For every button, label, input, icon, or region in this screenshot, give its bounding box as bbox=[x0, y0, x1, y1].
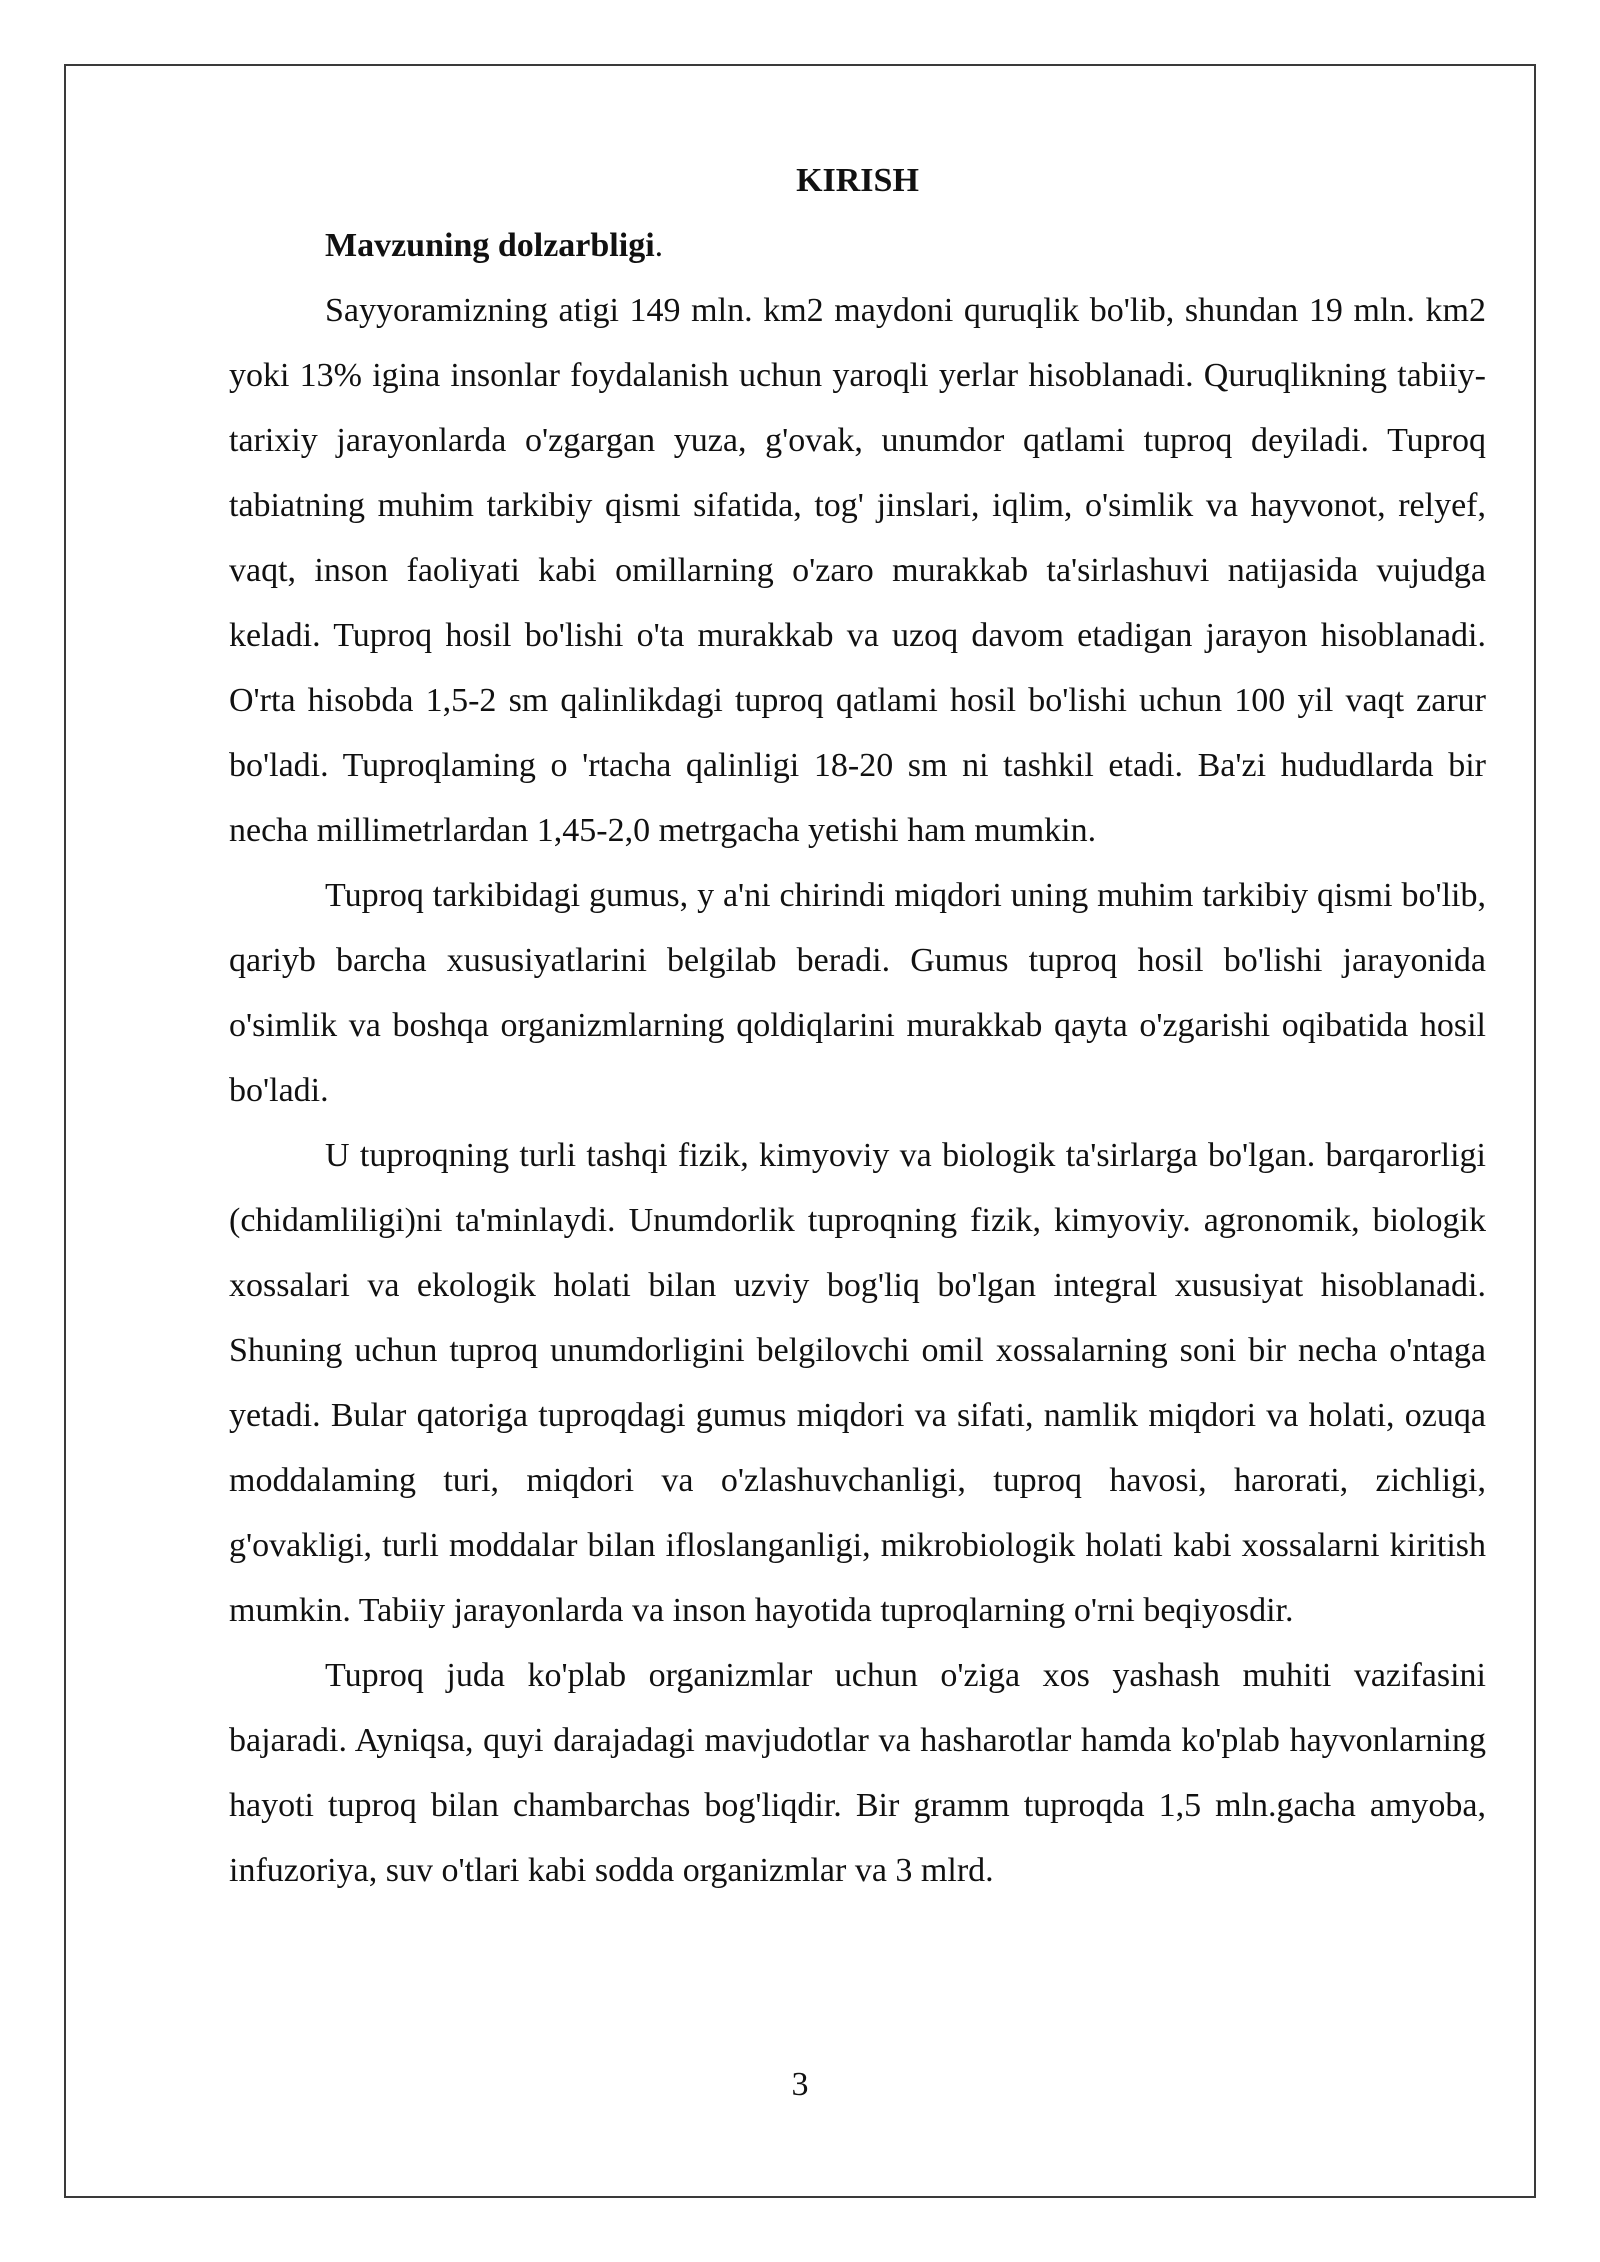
paragraph-1: Sayyoramizning atigi 149 mln. km2 maydoni quruqlik bo'lib, shundan 19 mln. km2 yoki 13% igina insonlar foydalanish uchun yaroqli yerlar hisoblanadi. Quruqlikning tabiiy-tarixiy jarayonlarda o'zgargan yuza, g'ovak, unumdor qatlami tuproq deyiladi. Tuproq tabiatning muhim tarkibiy qismi sifatida, tog' jinslari, iqlim, o'simlik va hayvonot, relyef, vaqt, inson faoliyati kabi omillarning o'zaro murakkab ta'sirlashuvi natijasida vujudga keladi. Tuproq hosil bo'lishi o'ta murakkab va uzoq davom etadigan jarayon hisoblanadi. O'rta hisobda 1,5-2 sm qalinlikdagi tuproq qatlami hosil bo'lishi uchun 100 yil vaqt zarur bo'ladi. Tuproqlaming o 'rtacha qalinligi 18-20 sm ni tashkil etadi. Ba'zi hududlarda bir necha millimetrlardan 1,45-2,0 metrgacha yetishi ham mumkin. bbox=[229, 292, 1486, 849]
page-number: 3 bbox=[791, 2066, 809, 2103]
document-body bbox=[229, 148, 1486, 1903]
subheading-suffix: . bbox=[654, 227, 664, 264]
paragraph-3: U tuproqning turli tashqi fizik, kimyoviy va biologik ta'sirlarga bo'lgan. barqarorligi (chidamliligi)ni ta'minlaydi. Unumdorlik tuproqning fizik, kimyoviy. agronomik, biologik xossalari va ekologik holati bilan uzviy bog'liq bo'lgan integral xususiyat hisoblanadi. Shuning uchun tuproq unumdorligini belgilovchi omil xossalarning soni bir necha o'ntaga yetadi. Bular qatoriga tuproqdagi gumus miqdori va sifati, namlik miqdori va holati, ozuqa moddalaming turi, miqdori va o'zlashuvchanligi, tuproq havosi, harorati, zichligi, g'ovakligi, turli moddalar bilan ifloslanganligi, mikrobiologik holati kabi xossalarni kiritish mumkin. Tabiiy jarayonlarda va inson hayotida tuproqlarning o'rni beqiyosdir. bbox=[229, 1137, 1486, 1629]
section-subheading bbox=[229, 213, 1486, 278]
subheading-text: Mavzuning dolzarbligi bbox=[325, 227, 655, 264]
paragraph-2: Tuproq tarkibidagi gumus, y a'ni chirindi miqdori uning muhim tarkibiy qismi bo'lib, qariyb barcha xususiyatlarini belgilab beradi. Gumus tuproq hosil bo'lishi jarayonida o'simlik va boshqa organizmlarning qoldiqlarini murakkab qayta o'zgarishi oqibatida hosil bo'ladi. bbox=[229, 877, 1486, 1109]
paragraph-4: Tuproq juda ko'plab organizmlar uchun o'ziga xos yashash muhiti vazifasini bajaradi. Ayniqsa, quyi darajadagi mavjudotlar va hasharotlar hamda ko'plab hayvonlarning hayoti tuproq bilan chambarchas bog'liqdir. Bir gramm tuproqda 1,5 mln.gacha amyoba, infuzoriya, suv o'tlari kabi sodda organizmlar va 3 mlrd. bbox=[229, 1657, 1486, 1889]
document-title: KIRISH bbox=[796, 162, 919, 199]
